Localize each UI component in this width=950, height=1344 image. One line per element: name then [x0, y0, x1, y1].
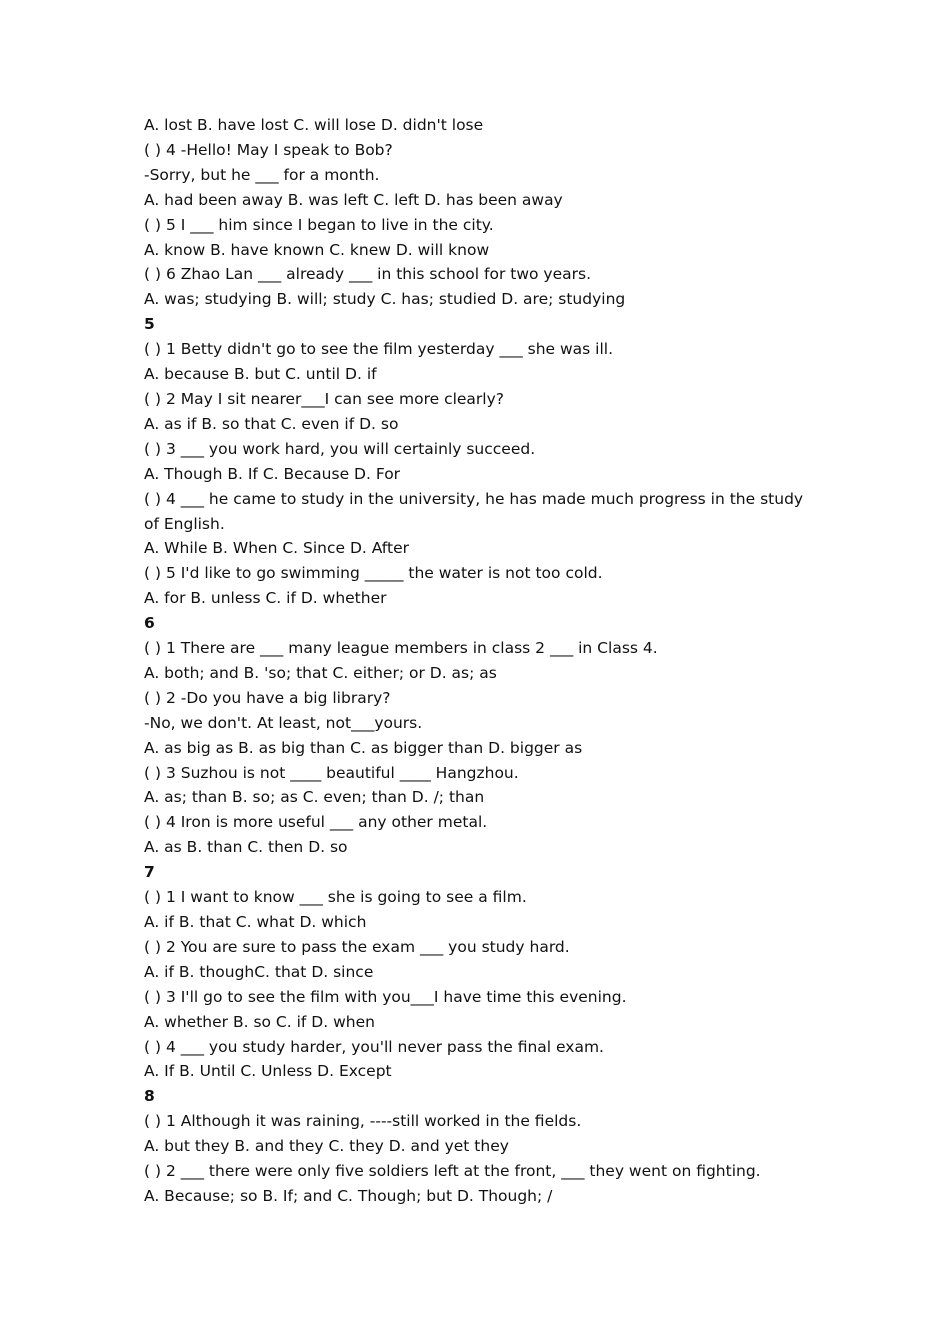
question-line: ( ) 4 ___ he came to study in the university, he has made much progress in the study of English.	[144, 489, 804, 533]
section-heading: 7	[144, 863, 155, 882]
section-heading: 5	[144, 315, 155, 334]
section-heading: 8	[144, 1087, 155, 1106]
question-line: ( ) 1 There are ___ many league members in class 2 ___ in Class 4.	[144, 639, 658, 658]
question-line: ( ) 4 Iron is more useful ___ any other metal.	[144, 813, 488, 832]
question-line: ( ) 5 I ___ him since I began to live in the city.	[144, 215, 494, 234]
text-line: A. While B. When C. Since D. After	[144, 539, 409, 558]
text-line: A. as; than B. so; as C. even; than D. /; than	[144, 788, 485, 807]
question-line: ( ) 2 May I sit nearer___I can see more clearly?	[144, 389, 505, 408]
question-line: ( ) 6 Zhao Lan ___ already ___ in this school for two years.	[144, 265, 592, 284]
text-line: A. if B. that C. what D. which	[144, 913, 367, 931]
text-line: A. both; and B. 'so; that C. either; or D. as; as	[144, 663, 497, 682]
text-line: -No, we don't. At least, not___yours.	[144, 713, 423, 732]
question-line: ( ) 2 -Do you have a big library?	[144, 688, 391, 707]
text-line: A. whether B. so C. if D. when	[144, 1012, 375, 1031]
text-line: A. for B. unless C. if D. whether	[144, 589, 387, 608]
text-line: A. know B. have known C. knew D. will know	[144, 240, 490, 259]
question-line: ( ) 1 Betty didn't go to see the film yesterday ___ she was ill.	[144, 340, 614, 359]
text-line: A. Because; so B. If; and C. Though; but D. Though; /	[144, 1186, 553, 1205]
question-line: ( ) 1 I want to know ___ she is going to see a film.	[144, 888, 527, 907]
text-line: A. as if B. so that C. even if D. so	[144, 414, 399, 433]
text-line: A. if B. thoughC. that D. since	[144, 962, 374, 981]
text-line: A. as big as B. as big than C. as bigger than D. bigger as	[144, 738, 583, 757]
question-line: ( ) 1 Although it was raining, ----still worked in the fields.	[144, 1112, 582, 1131]
section-heading: 6	[144, 614, 155, 633]
text-line: A. was; studying B. will; study C. has; studied D. are; studying	[144, 290, 626, 309]
question-line: ( ) 3 ___ you work hard, you will certainly succeed.	[144, 439, 536, 458]
text-line: A. as B. than C. then D. so	[144, 838, 348, 857]
text-line: A. because B. but C. until D. if	[144, 365, 377, 384]
question-line: ( ) 2 ___ there were only five soldiers left at the front, ___ they went on fighting.	[144, 1162, 761, 1181]
question-line: ( ) 5 I'd like to go swimming _____ the water is not too cold.	[144, 564, 603, 583]
question-line: ( ) 2 You are sure to pass the exam ___ you study hard.	[144, 937, 570, 956]
document-body	[144, 113, 816, 1209]
question-line: ( ) 3 Suzhou is not ____ beautiful ____ Hangzhou.	[144, 763, 519, 782]
text-line: A. but they B. and they C. they D. and yet they	[144, 1137, 509, 1156]
text-line: A. lost B. have lost C. will lose D. didn't lose	[144, 116, 484, 134]
text-line: A. had been away B. was left C. left D. has been away	[144, 190, 563, 209]
text-line: A. If B. Until C. Unless D. Except	[144, 1062, 392, 1081]
question-line: ( ) 4 ___ you study harder, you'll never pass the final exam.	[144, 1037, 604, 1056]
question-line: ( ) 4 -Hello! May I speak to Bob?	[144, 140, 393, 159]
question-line: ( ) 3 I'll go to see the film with you___I have time this evening.	[144, 987, 627, 1006]
text-line: -Sorry, but he ___ for a month.	[144, 165, 380, 184]
text-line: A. Though B. If C. Because D. For	[144, 464, 401, 483]
